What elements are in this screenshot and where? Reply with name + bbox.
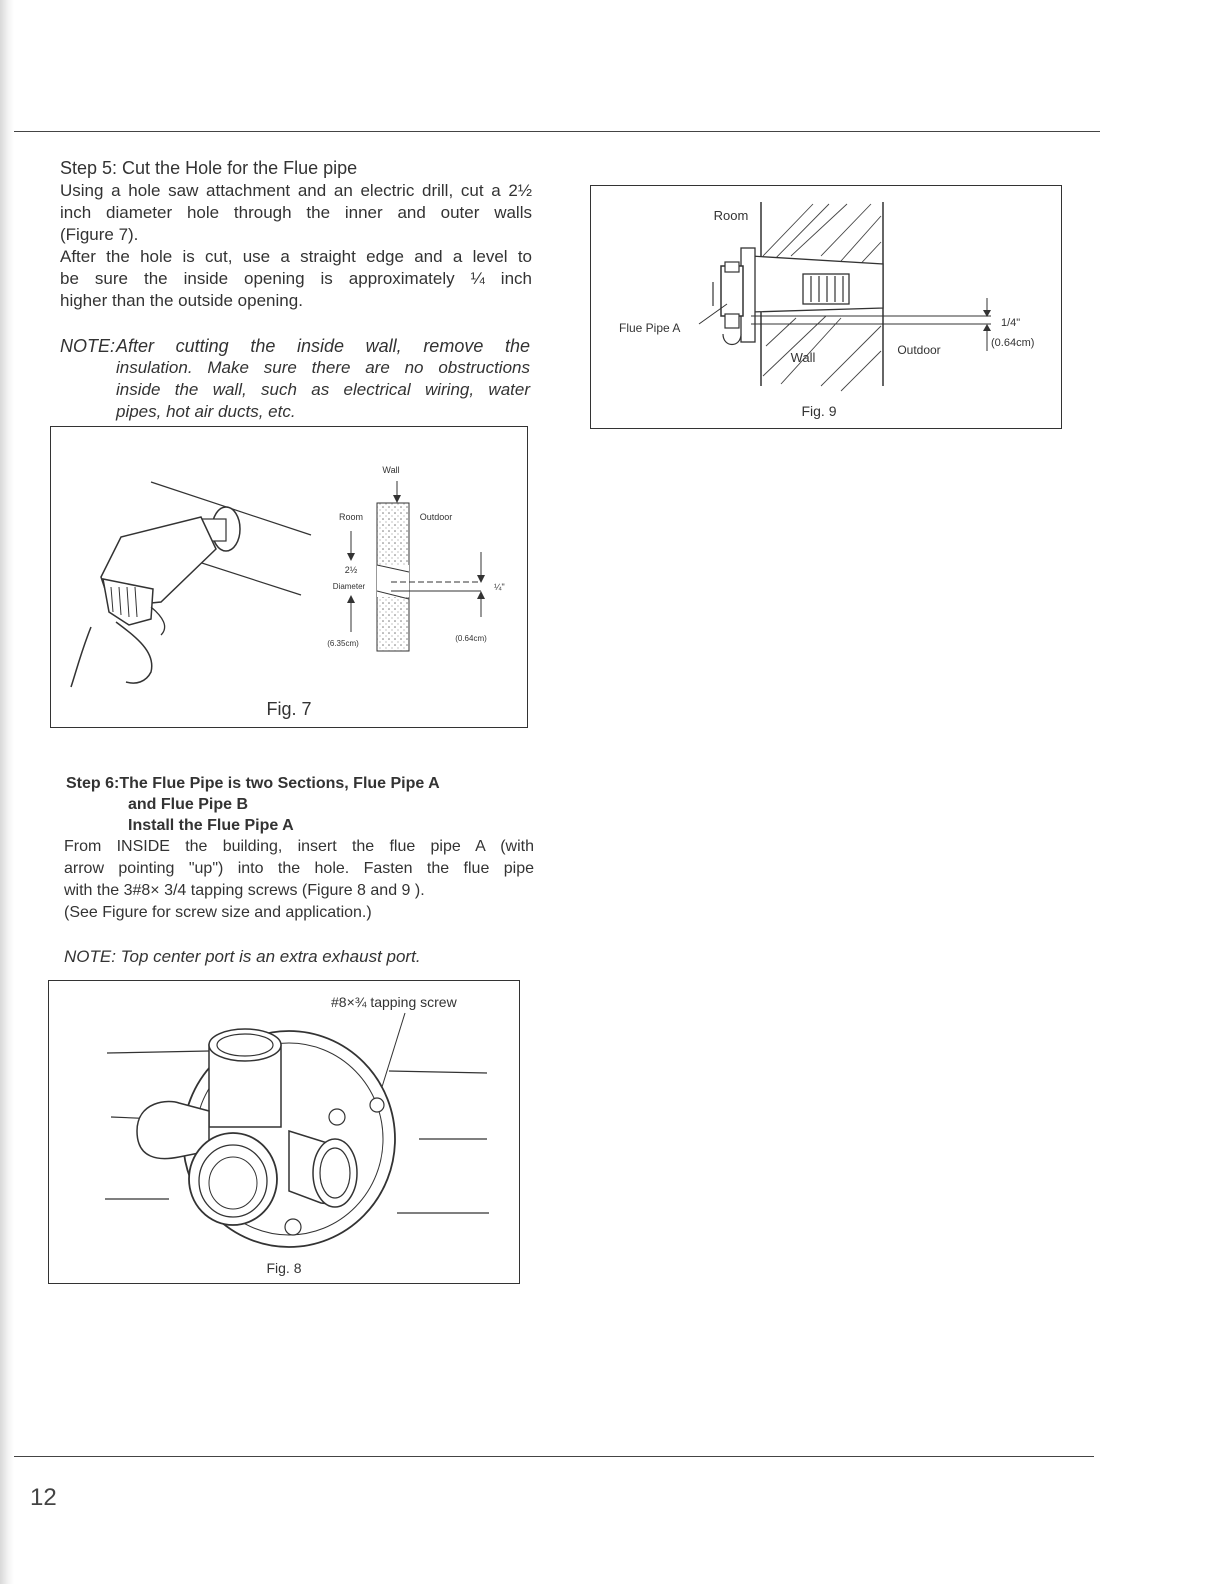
flue-pipe-a-fitting — [721, 266, 743, 316]
fig9-wall-label: Wall — [790, 350, 816, 365]
fig7-offset: ¼" — [494, 582, 505, 592]
step6-title: Install the Flue Pipe A — [128, 817, 294, 834]
figure-8 — [48, 980, 520, 1284]
step5-line: After the hole is cut, use a straight edge and a level to — [60, 247, 532, 266]
step5-line: higher than the outside opening. — [60, 291, 303, 310]
fig7-illustration — [51, 427, 527, 727]
step6-title: Step 6:The Flue Pipe is two Sections, Flue Pipe A — [66, 775, 440, 792]
fig7-outdoor-label: Outdoor — [419, 512, 453, 522]
fig8-caption: Fig. 8 — [266, 1260, 302, 1276]
fig9-outdoor-label: Outdoor — [897, 343, 941, 357]
step5-line: be sure the inside opening is approximately ¼ inch — [60, 269, 532, 288]
fig8-screw-label: #8×¾ tapping screw — [331, 994, 457, 1010]
note-line: After cutting the inside wall, remove the — [116, 336, 530, 356]
step5-line: Using a hole saw attachment and an electric drill, cut a 2½ — [60, 181, 532, 200]
note-line: inside the wall, such as electrical wiring, water — [116, 380, 530, 399]
step6-line: (See Figure for screw size and application.) — [64, 904, 372, 921]
fig9-offset: 1/4" — [1001, 317, 1021, 329]
scan-edge-shadow — [0, 0, 14, 1584]
figure-7 — [50, 426, 528, 728]
step6-line: From INSIDE the building, insert the flue pipe A (with — [64, 838, 534, 855]
note-line: pipes, hot air ducts, etc. — [116, 402, 296, 421]
fig7-cm-left: (6.35cm) — [327, 639, 359, 648]
fig9-illustration — [591, 186, 1061, 428]
hand-icon — [71, 622, 152, 687]
note-line: insulation. Make sure there are no obstructions — [116, 358, 530, 377]
fig9-offset-cm: (0.64cm) — [991, 337, 1035, 349]
fig7-size-bottom: Diameter — [332, 582, 366, 591]
bottom-rule — [14, 1456, 1094, 1457]
step6-note: NOTE: Top center port is an extra exhaust port. — [64, 947, 421, 966]
fig8-illustration — [49, 981, 519, 1283]
fig9-flue-pipe-label: Flue Pipe A — [619, 321, 681, 335]
note-label: NOTE: — [60, 336, 116, 356]
fig7-caption: Fig. 7 — [266, 699, 312, 719]
page-number: 12 — [30, 1484, 57, 1511]
fig7-wall-label: Wall — [382, 465, 400, 475]
step6-line: with the 3#8× 3/4 tapping screws (Figure 8 and 9 ). — [64, 882, 425, 899]
fig9-room-label: Room — [713, 208, 749, 223]
step5-line: inch diameter hole through the inner and outer walls — [60, 203, 532, 222]
step5-title: Step 5: Cut the Hole for the Flue pipe — [60, 158, 358, 178]
fig7-room-label: Room — [338, 512, 364, 522]
top-rule — [14, 131, 1100, 132]
fig9-caption: Fig. 9 — [801, 403, 837, 419]
fig7-cm-right: (0.64cm) — [455, 634, 487, 643]
figure-9 — [590, 185, 1062, 429]
step5-line: (Figure 7). — [60, 225, 139, 244]
step6-line: arrow pointing "up") into the hole. Fasten the flue pipe — [64, 860, 534, 877]
step6-title: and Flue Pipe B — [128, 796, 249, 813]
fig7-size-top: 2½ — [344, 565, 358, 575]
